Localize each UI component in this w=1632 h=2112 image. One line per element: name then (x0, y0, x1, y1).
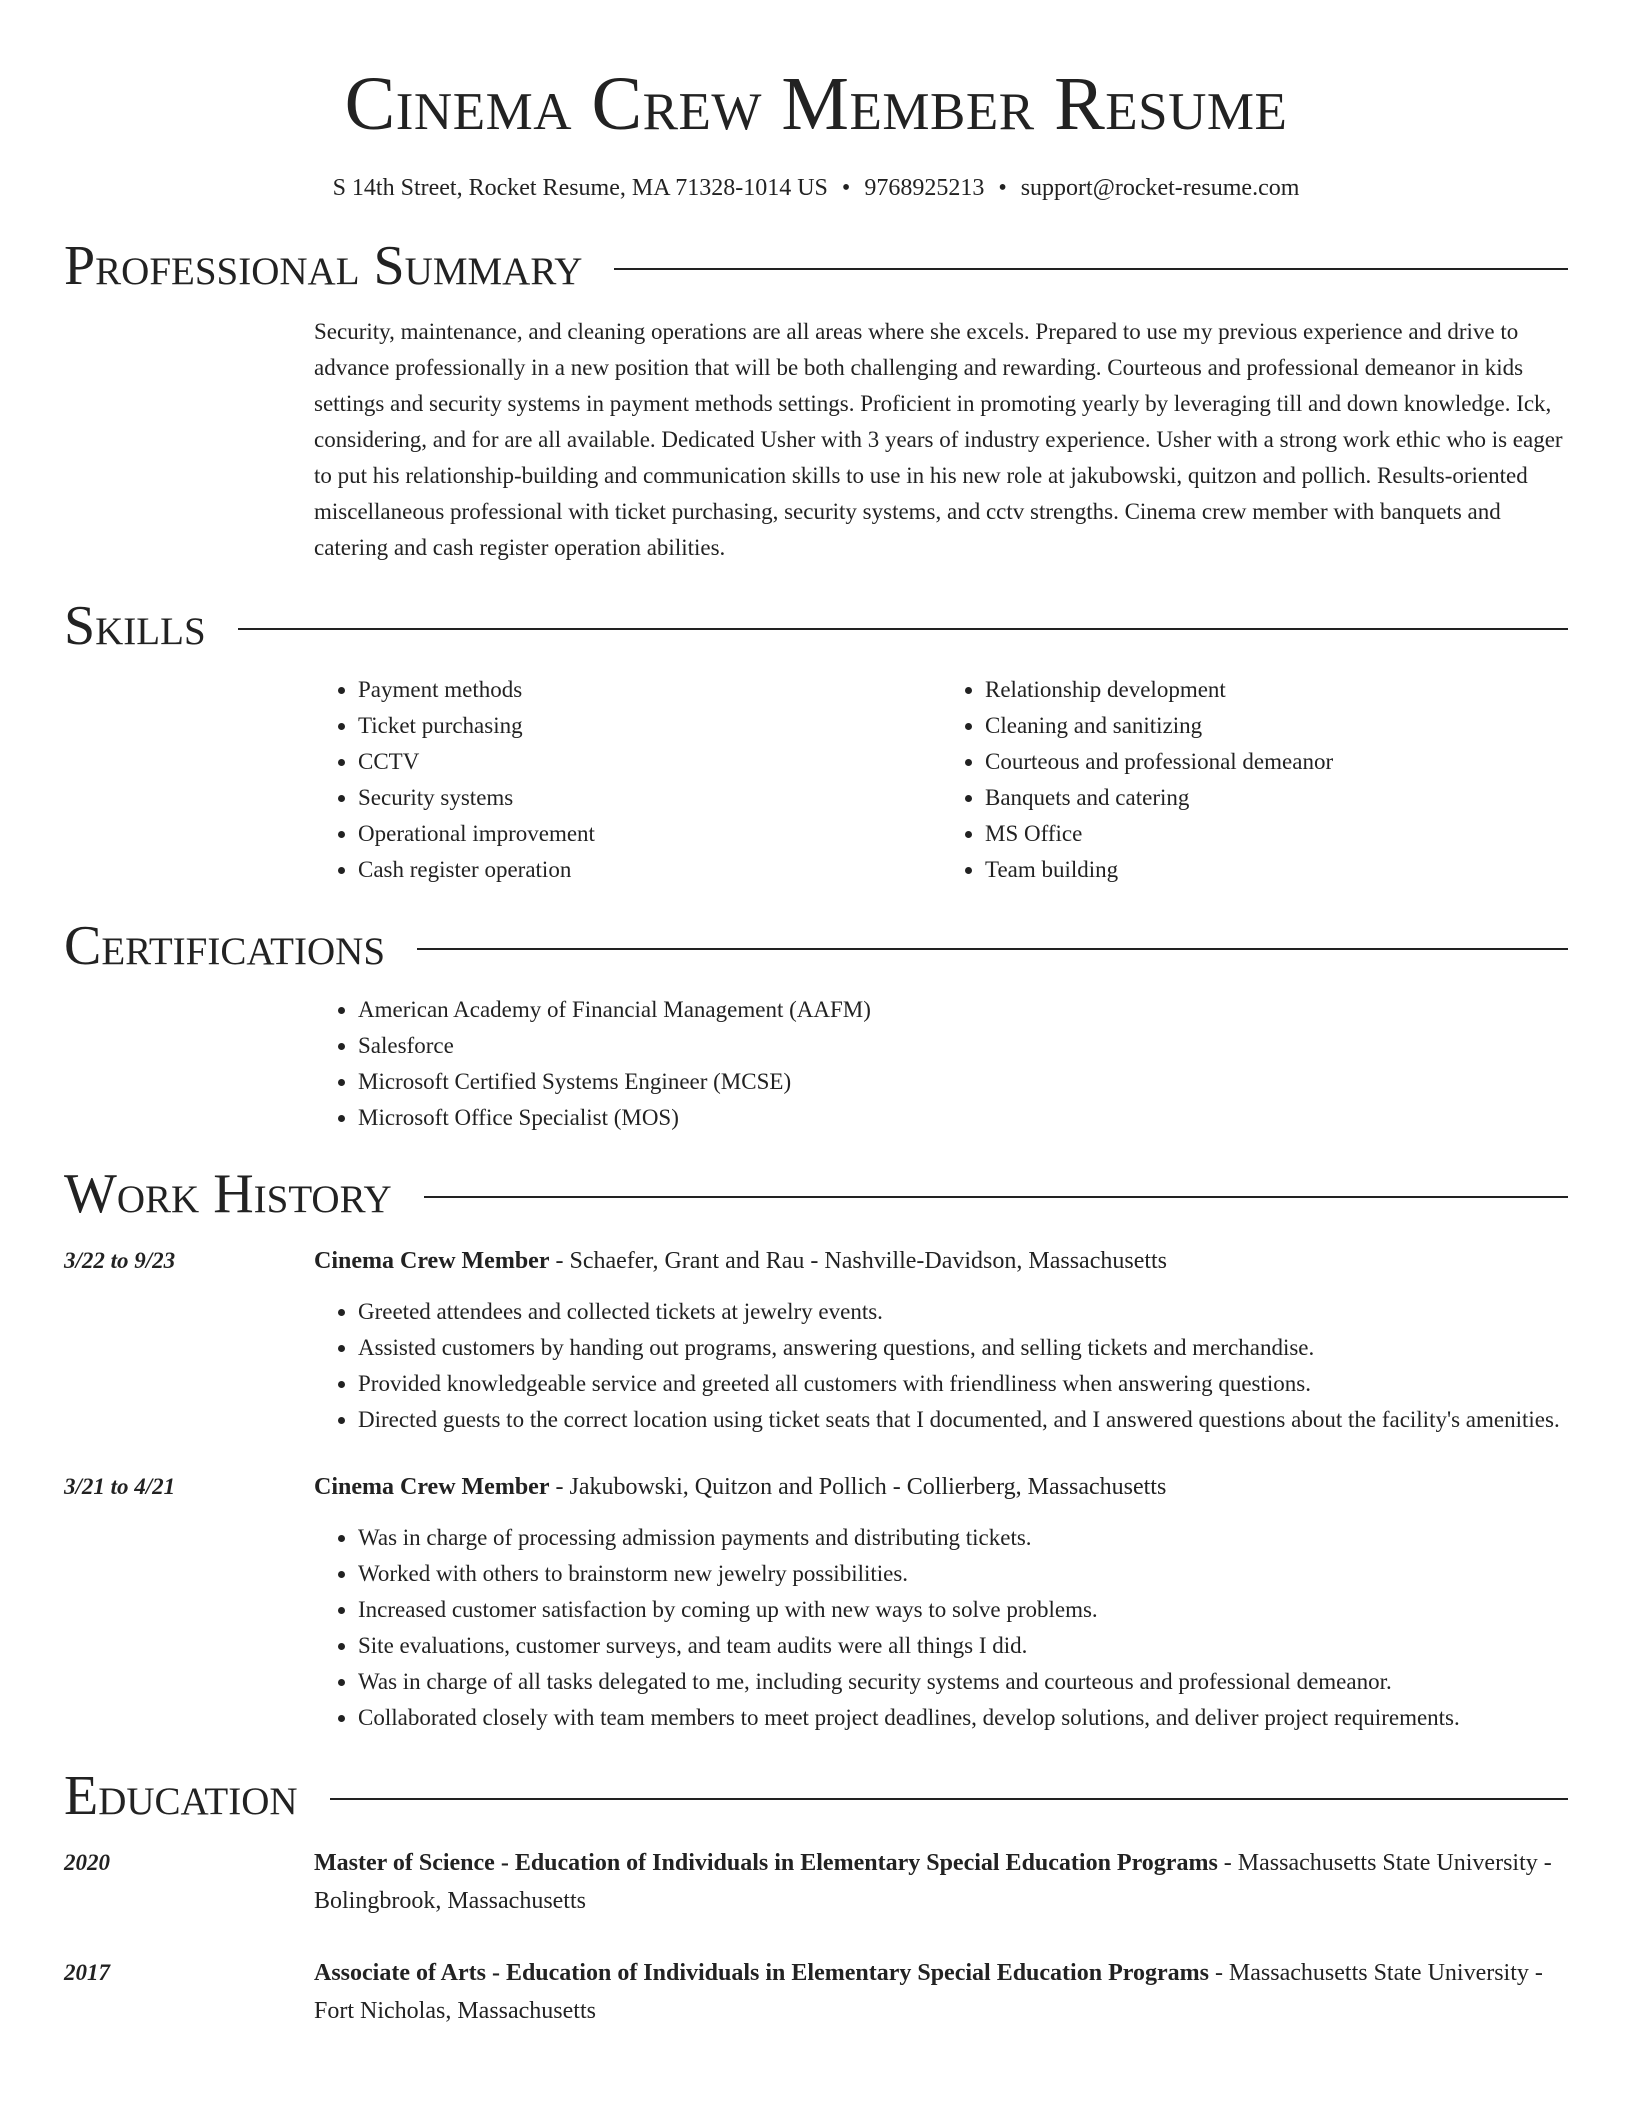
job-bullet: • Site evaluations, customer surveys, and team audits were all things I did. (358, 1628, 1568, 1664)
job-bullet: • Collaborated closely with team members to meet project deadlines, develop solutions, and deliver project requirements. (358, 1700, 1568, 1736)
job-bullet: • Was in charge of processing admission payments and distributing tickets. (358, 1520, 1568, 1556)
education-section-header (64, 1764, 1568, 1828)
contact-separator: • (998, 175, 1007, 201)
certification-item: • Salesforce (358, 1028, 1568, 1064)
summary-section-header (64, 234, 1568, 298)
job-bullet: • Was in charge of all tasks delegated to me, including security systems and courteous and professional demeanor. (358, 1664, 1568, 1700)
work-section-header (64, 1162, 1568, 1226)
skill-item: • Cleaning and sanitizing (985, 708, 1568, 744)
education-degree: Master of Science - Education of Individuals in Elementary Special Education Programs (314, 1850, 1218, 1876)
education-body (314, 1844, 1568, 1920)
job-title-line (314, 1242, 1568, 1280)
section-divider (238, 628, 1568, 630)
contact-address: S 14th Street, Rocket Resume, MA 71328-1014 US (332, 175, 828, 201)
job-bullet: • Worked with others to brainstorm new jewelry possibilities. (358, 1556, 1568, 1592)
education-degree: Associate of Arts - Education of Individuals in Elementary Special Education Programs (314, 1960, 1209, 1986)
skills-column-right (941, 672, 1568, 888)
job-bullets (314, 1294, 1568, 1438)
skill-item: • CCTV (358, 744, 941, 780)
contact-email: support@rocket-resume.com (1020, 175, 1300, 201)
summary-text: Security, maintenance, and cleaning operations are all areas where she excels. Prepared to use my previous experience and drive to advance professionally in a new position that will be both challenging and rewarding. Courteous and professional demeanor in kids settings and security systems in payment methods settings. Proficient in promoting yearly by leveraging till and down knowledge. Ick, considering, and for are all available. Dedicated Usher with 3 years of industry experience. Usher with a strong work ethic who is eager to put his relationship-building and communication skills to use in his new role at jakubowski, quitzon and pollich. Results-oriented miscellaneous professional with ticket purchasing, security systems, and cctv strengths. Cinema crew member with banquets and catering and cash register operation abilities. (314, 319, 1563, 560)
job-entry (64, 1242, 1568, 1438)
education-year: 2020 (64, 1850, 110, 1875)
education-body (314, 1954, 1568, 2030)
skills-heading: Skills (64, 595, 206, 657)
contact-line (64, 172, 1568, 204)
job-role: Cinema Crew Member (314, 1474, 550, 1500)
job-bullet: • Increased customer satisfaction by coming up with new ways to solve problems. (358, 1592, 1568, 1628)
education-details: - Massachusetts State University - Fort Nicholas, Massachusetts (314, 1960, 1543, 2024)
job-title-line (314, 1468, 1568, 1506)
skills-column-left (314, 672, 941, 888)
skill-item: • Banquets and catering (985, 780, 1568, 816)
job-details: - Schaefer, Grant and Rau - Nashville-Davidson, Massachusetts (549, 1248, 1168, 1274)
education-details: - Massachusetts State University - Bolingbrook, Massachusetts (314, 1850, 1552, 1914)
job-dates: 3/22 to 9/23 (64, 1248, 176, 1273)
job-bullet: • Directed guests to the correct location using ticket seats that I documented, and I answered questions about the facility's amenities. (358, 1402, 1568, 1438)
contact-phone: 9768925213 (864, 175, 985, 201)
job-body (314, 1468, 1568, 1736)
skill-item: • MS Office (985, 816, 1568, 852)
skill-item: • Payment methods (358, 672, 941, 708)
work-heading: Work History (64, 1163, 392, 1225)
job-entry (64, 1468, 1568, 1736)
certifications-heading: Certifications (64, 915, 386, 977)
section-divider (330, 1798, 1568, 1800)
job-dates: 3/21 to 4/21 (64, 1474, 176, 1499)
job-bullet: • Provided knowledgeable service and greeted all customers with friendliness when answering questions. (358, 1366, 1568, 1402)
job-bullet: • Assisted customers by handing out programs, answering questions, and selling tickets and merchandise. (358, 1330, 1568, 1366)
section-divider (614, 268, 1568, 270)
skills-section-header (64, 594, 1568, 658)
skill-item: • Relationship development (985, 672, 1568, 708)
contact-separator: • (841, 175, 851, 201)
certifications-content (314, 992, 1568, 1136)
skills-list (314, 672, 1568, 888)
skill-item: • Cash register operation (358, 852, 941, 888)
resume-page (64, 0, 1568, 2030)
certifications-section-header (64, 914, 1568, 978)
education-entry (64, 1954, 1568, 2030)
education-heading: Education (64, 1765, 298, 1827)
job-bullet: • Greeted attendees and collected tickets at jewelry events. (358, 1294, 1568, 1330)
resume-title: Cinema Crew Member Resume (344, 62, 1288, 146)
certification-item: • Microsoft Certified Systems Engineer (MCSE) (358, 1064, 1568, 1100)
job-bullets (314, 1520, 1568, 1736)
job-body (314, 1242, 1568, 1438)
section-divider (424, 1196, 1568, 1198)
skill-item: • Security systems (358, 780, 941, 816)
job-role: Cinema Crew Member (314, 1248, 550, 1274)
education-entry (64, 1844, 1568, 1920)
job-details: - Jakubowski, Quitzon and Pollich - Collierberg, Massachusetts (549, 1474, 1167, 1500)
skill-item: • Ticket purchasing (358, 708, 941, 744)
education-year: 2017 (64, 1960, 110, 1985)
summary-content (314, 314, 1568, 566)
certifications-list (314, 992, 1568, 1136)
summary-heading: Professional Summary (64, 235, 583, 297)
skill-item: • Courteous and professional demeanor (985, 744, 1568, 780)
skill-item: • Operational improvement (358, 816, 941, 852)
certification-item: • American Academy of Financial Management (AAFM) (358, 992, 1568, 1028)
section-divider (417, 948, 1568, 950)
skill-item: • Team building (985, 852, 1568, 888)
certification-item: • Microsoft Office Specialist (MOS) (358, 1100, 1568, 1136)
